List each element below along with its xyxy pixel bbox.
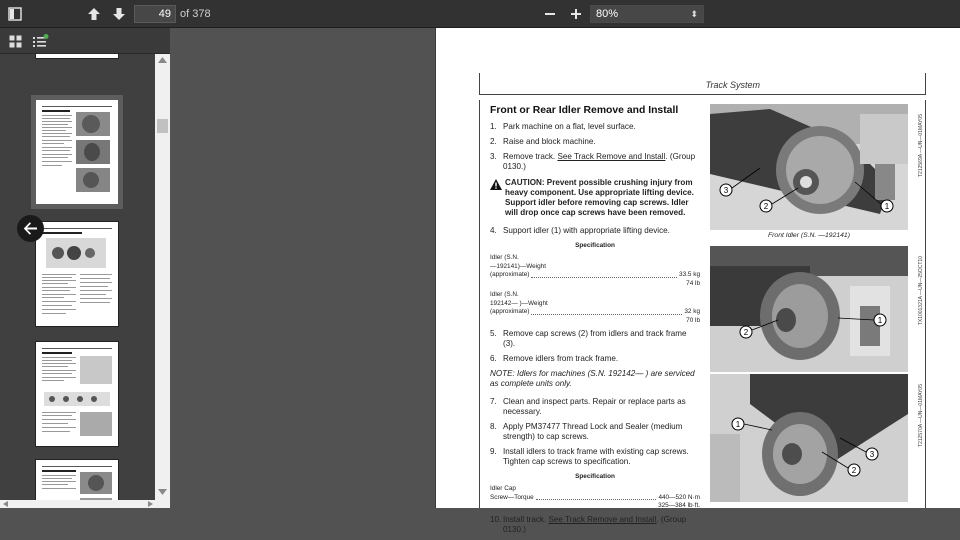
scroll-up-icon[interactable] bbox=[158, 57, 167, 63]
svg-text:2: 2 bbox=[851, 466, 857, 475]
figure-code: T212570A —UN—01MAY05 bbox=[918, 384, 924, 447]
svg-text:2: 2 bbox=[763, 202, 769, 211]
figure-code: TX1001321A —UN—25OCT10 bbox=[918, 256, 924, 326]
spec-heading: Specification bbox=[575, 242, 615, 249]
figure-front-idler-early bbox=[710, 104, 924, 239]
figure-front-idler-late bbox=[710, 246, 924, 381]
section-title: Front or Rear Idler Remove and Install bbox=[490, 105, 679, 116]
page-content bbox=[479, 100, 926, 534]
thumbnail-sidebar bbox=[0, 28, 170, 508]
step-item: 4. Support idler (1) with appropriate lifting device. bbox=[490, 226, 670, 235]
svg-text:1: 1 bbox=[877, 316, 883, 325]
svg-text:3: 3 bbox=[869, 450, 875, 459]
instruction-column bbox=[490, 106, 700, 540]
figure-rear-idler bbox=[710, 374, 924, 502]
page-header-box bbox=[479, 73, 926, 95]
pdf-page bbox=[435, 28, 960, 534]
page-thumbnail[interactable] bbox=[36, 222, 118, 326]
outline-icon[interactable] bbox=[30, 31, 52, 51]
zoom-value: 80% bbox=[596, 8, 619, 20]
step-item: 5. Remove cap screws (2) from idlers and track frame (3). bbox=[490, 329, 687, 348]
step-item: 6. Remove idlers from track frame. bbox=[490, 354, 619, 363]
document-viewer bbox=[170, 28, 960, 534]
thumbnails-icon[interactable] bbox=[4, 31, 26, 51]
spec-block: Idler (S.N. —192141)—Weight (approximate) 33.5 kg 74 lb bbox=[490, 254, 700, 287]
zoom-select[interactable] bbox=[590, 5, 704, 23]
track-install-link[interactable]: See Track Remove and Install bbox=[548, 514, 657, 524]
spec-block: Idler Cap Screw—Torque 440—520 N·m 325—384 lb·ft. bbox=[490, 485, 700, 509]
sidebar-scrollbar[interactable] bbox=[155, 54, 170, 500]
page-thumbnail[interactable] bbox=[36, 460, 118, 500]
scroll-down-icon[interactable] bbox=[158, 489, 167, 495]
figure-caption: Front Idler (S.N. —192141) bbox=[768, 232, 850, 239]
svg-text:1: 1 bbox=[735, 420, 741, 429]
svg-text:3: 3 bbox=[723, 186, 729, 195]
step-item: 9. Install idlers to track frame with existing cap screws. Tighten cap screws to specification. bbox=[490, 447, 689, 466]
minus-icon[interactable] bbox=[540, 4, 560, 24]
track-remove-link[interactable]: See Track Remove and Install bbox=[557, 152, 666, 161]
scroll-left-icon[interactable] bbox=[3, 501, 8, 507]
arrow-left-icon bbox=[23, 221, 38, 236]
sidebar-horizontal-scrollbar[interactable] bbox=[0, 500, 170, 508]
page-thumbnail[interactable] bbox=[36, 342, 118, 446]
svg-text:2: 2 bbox=[743, 328, 749, 337]
step-item: 3. Remove track. See Track Remove and Install. (Group 0130.) bbox=[490, 152, 696, 171]
pdf-toolbar bbox=[0, 0, 960, 28]
arrow-down-icon[interactable] bbox=[109, 4, 129, 24]
arrow-up-icon[interactable] bbox=[84, 4, 104, 24]
caution-notice: CAUTION: Prevent possible crushing injury from heavy component. Use appropriate lifting device. Support idler before removing cap screws. Idler will drop once cap screws have been removed. bbox=[490, 178, 700, 218]
step-item: 1. Park machine on a flat, level surface. bbox=[490, 122, 636, 131]
page-number-input[interactable]: 49 bbox=[134, 5, 176, 23]
plus-icon[interactable] bbox=[566, 4, 586, 24]
page-header: Track System bbox=[705, 80, 760, 90]
svg-text:1: 1 bbox=[884, 202, 890, 211]
figure-code: T212569A —UN—01MAY05 bbox=[918, 114, 924, 177]
step-item: 7. Clean and inspect parts. Repair or replace parts as necessary. bbox=[490, 397, 686, 416]
sidebar-toggle-icon[interactable] bbox=[5, 4, 25, 24]
spec-heading: Specification bbox=[575, 473, 615, 480]
collapse-sidebar-button[interactable] bbox=[17, 215, 44, 242]
step-item: 2. Raise and block machine. bbox=[490, 137, 596, 146]
page-count-label: of 378 bbox=[180, 8, 211, 20]
step-item: 10. Install track. See Track Remove and Install. (Group 0130.) bbox=[490, 514, 687, 534]
note-text: NOTE: Idlers for machines (S.N. 192142— ) are serviced as complete units only. bbox=[490, 369, 695, 388]
sidebar-tabs bbox=[0, 28, 170, 54]
thumbnail-list bbox=[0, 54, 155, 500]
page-thumbnail-selected[interactable] bbox=[36, 100, 118, 204]
scroll-right-icon[interactable] bbox=[148, 501, 153, 507]
chevron-updown-icon: ⬍ bbox=[690, 9, 698, 19]
step-item: 8. Apply PM37477 Thread Lock and Sealer (medium strength) to cap screws. bbox=[490, 422, 683, 441]
page-thumbnail[interactable] bbox=[36, 54, 118, 58]
spec-block: Idler (S.N. 192142— )—Weight (approximate) 32 kg 70 lb bbox=[490, 291, 700, 324]
scrollbar-thumb[interactable] bbox=[157, 119, 168, 133]
warning-icon bbox=[490, 179, 502, 190]
